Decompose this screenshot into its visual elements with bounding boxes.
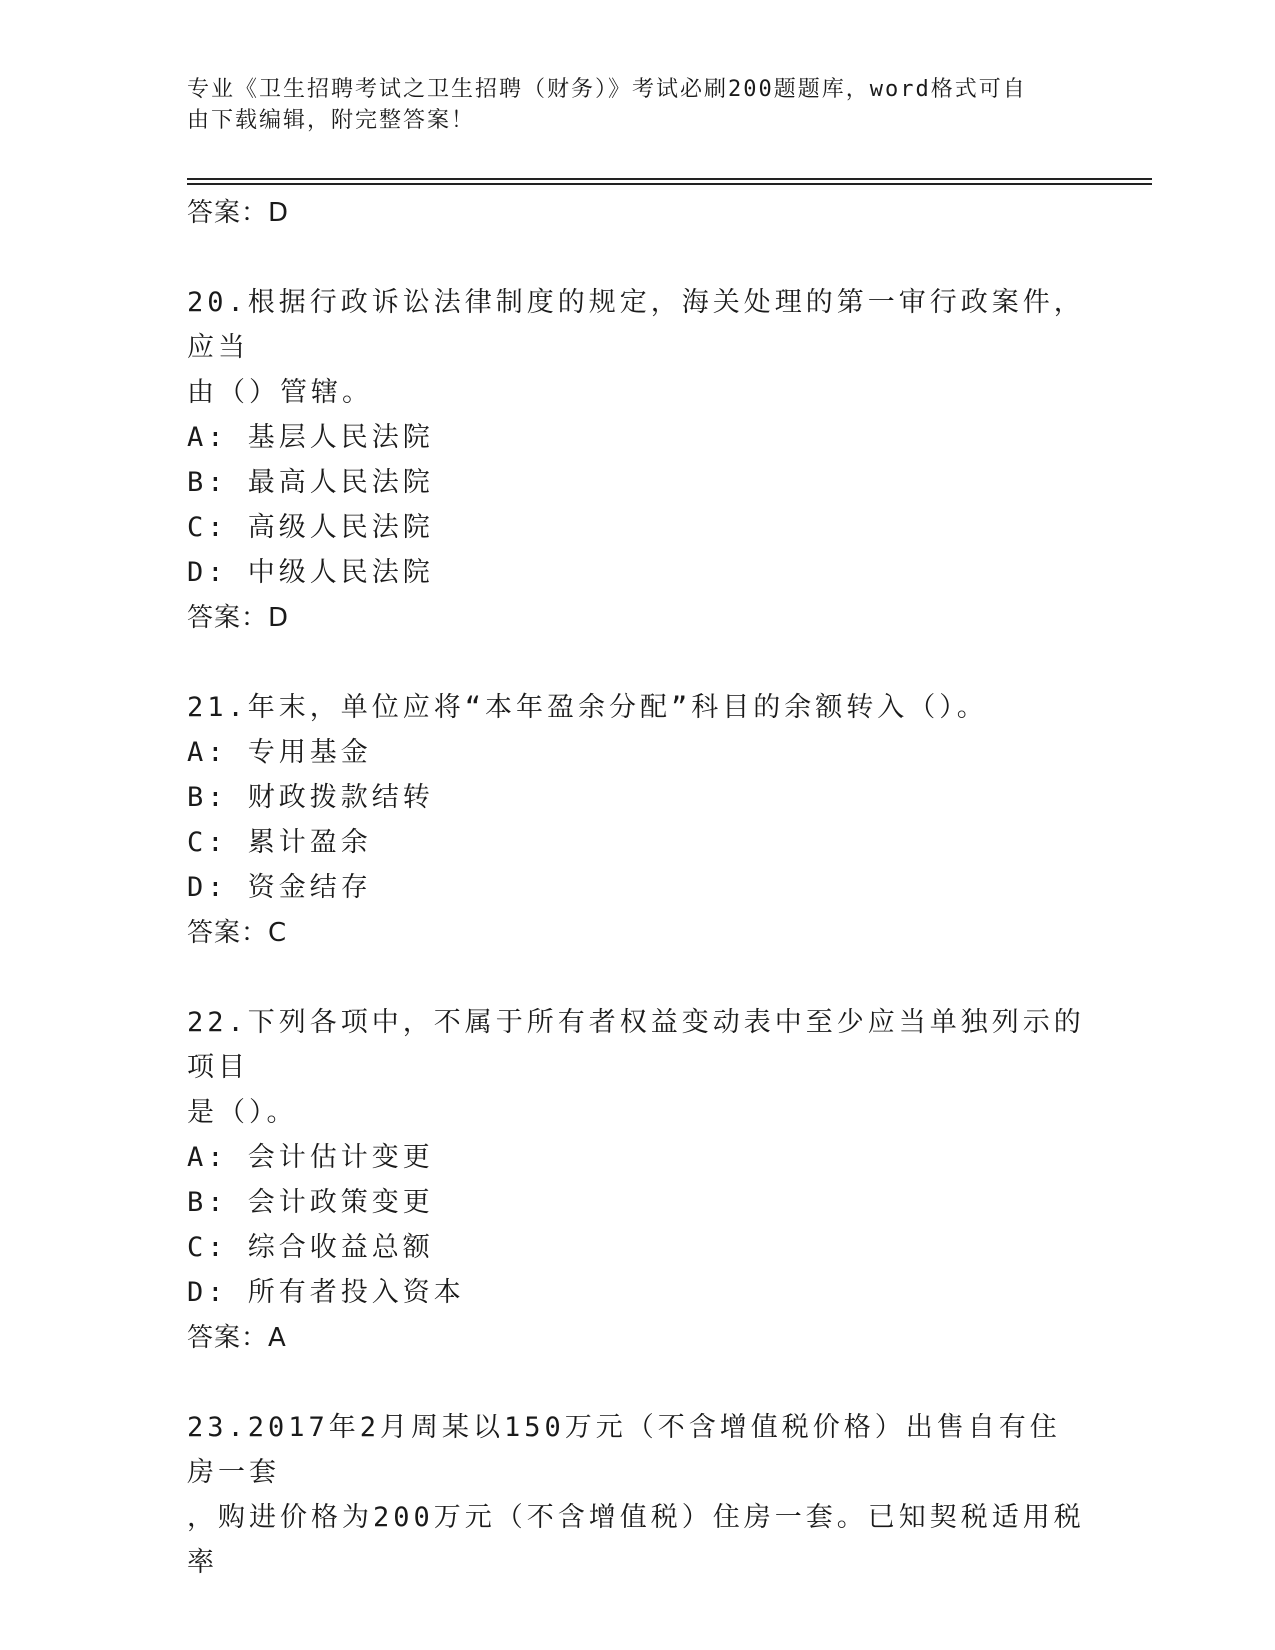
header-rule-bottom — [187, 183, 1152, 185]
question-22-line-1: 22.下列各项中，不属于所有者权益变动表中至少应当单独列示的项目 — [187, 1007, 1085, 1083]
question-22-option-c: C: 综合收益总额 — [187, 1232, 434, 1263]
question-21-option-a: A: 专用基金 — [187, 737, 372, 768]
question-21-answer: 答案：C — [187, 918, 288, 948]
question-23 — [187, 1405, 1087, 1585]
question-20 — [187, 280, 1087, 641]
question-22-answer: 答案：A — [187, 1323, 287, 1353]
document-header — [187, 74, 1067, 136]
question-20-option-c: C: 高级人民法院 — [187, 512, 434, 543]
document-body — [187, 190, 1087, 1585]
question-23-line-2: ，购进价格为200万元（不含增值税）住房一套。已知契税适用税率 — [187, 1502, 1085, 1578]
question-22-option-d: D: 所有者投入资本 — [187, 1277, 465, 1308]
question-20-option-d: D: 中级人民法院 — [187, 557, 434, 588]
question-22-line-2: 是（）。 — [187, 1097, 298, 1128]
question-21-option-c: C: 累计盈余 — [187, 827, 372, 858]
header-rule-top — [187, 178, 1152, 180]
question-20-line-2: 由（）管辖。 — [187, 377, 373, 408]
question-21-line-1: 21.年末，单位应将“本年盈余分配”科目的余额转入（）。 — [187, 692, 988, 723]
question-21 — [187, 685, 1087, 956]
answer-prev: 答案：D — [187, 198, 290, 228]
question-23-line-1: 23.2017年2月周某以150万元（不含增值税价格）出售自有住房一套 — [187, 1412, 1061, 1488]
question-22-option-a: A: 会计估计变更 — [187, 1142, 434, 1173]
question-22 — [187, 1000, 1087, 1361]
question-20-option-a: A: 基层人民法院 — [187, 422, 434, 453]
header-line-2: 由下载编辑，附完整答案！ — [187, 108, 476, 133]
question-22-option-b: B: 会计政策变更 — [187, 1187, 434, 1218]
question-20-option-b: B: 最高人民法院 — [187, 467, 434, 498]
header-line-1: 专业《卫生招聘考试之卫生招聘（财务）》考试必刷200题题库，word格式可自 — [187, 77, 1027, 102]
question-20-line-1: 20.根据行政诉讼法律制度的规定，海关处理的第一审行政案件，应当 — [187, 287, 1085, 363]
question-21-option-d: D: 资金结存 — [187, 872, 372, 903]
question-21-option-b: B: 财政拨款结转 — [187, 782, 434, 813]
question-20-answer: 答案：D — [187, 603, 290, 633]
